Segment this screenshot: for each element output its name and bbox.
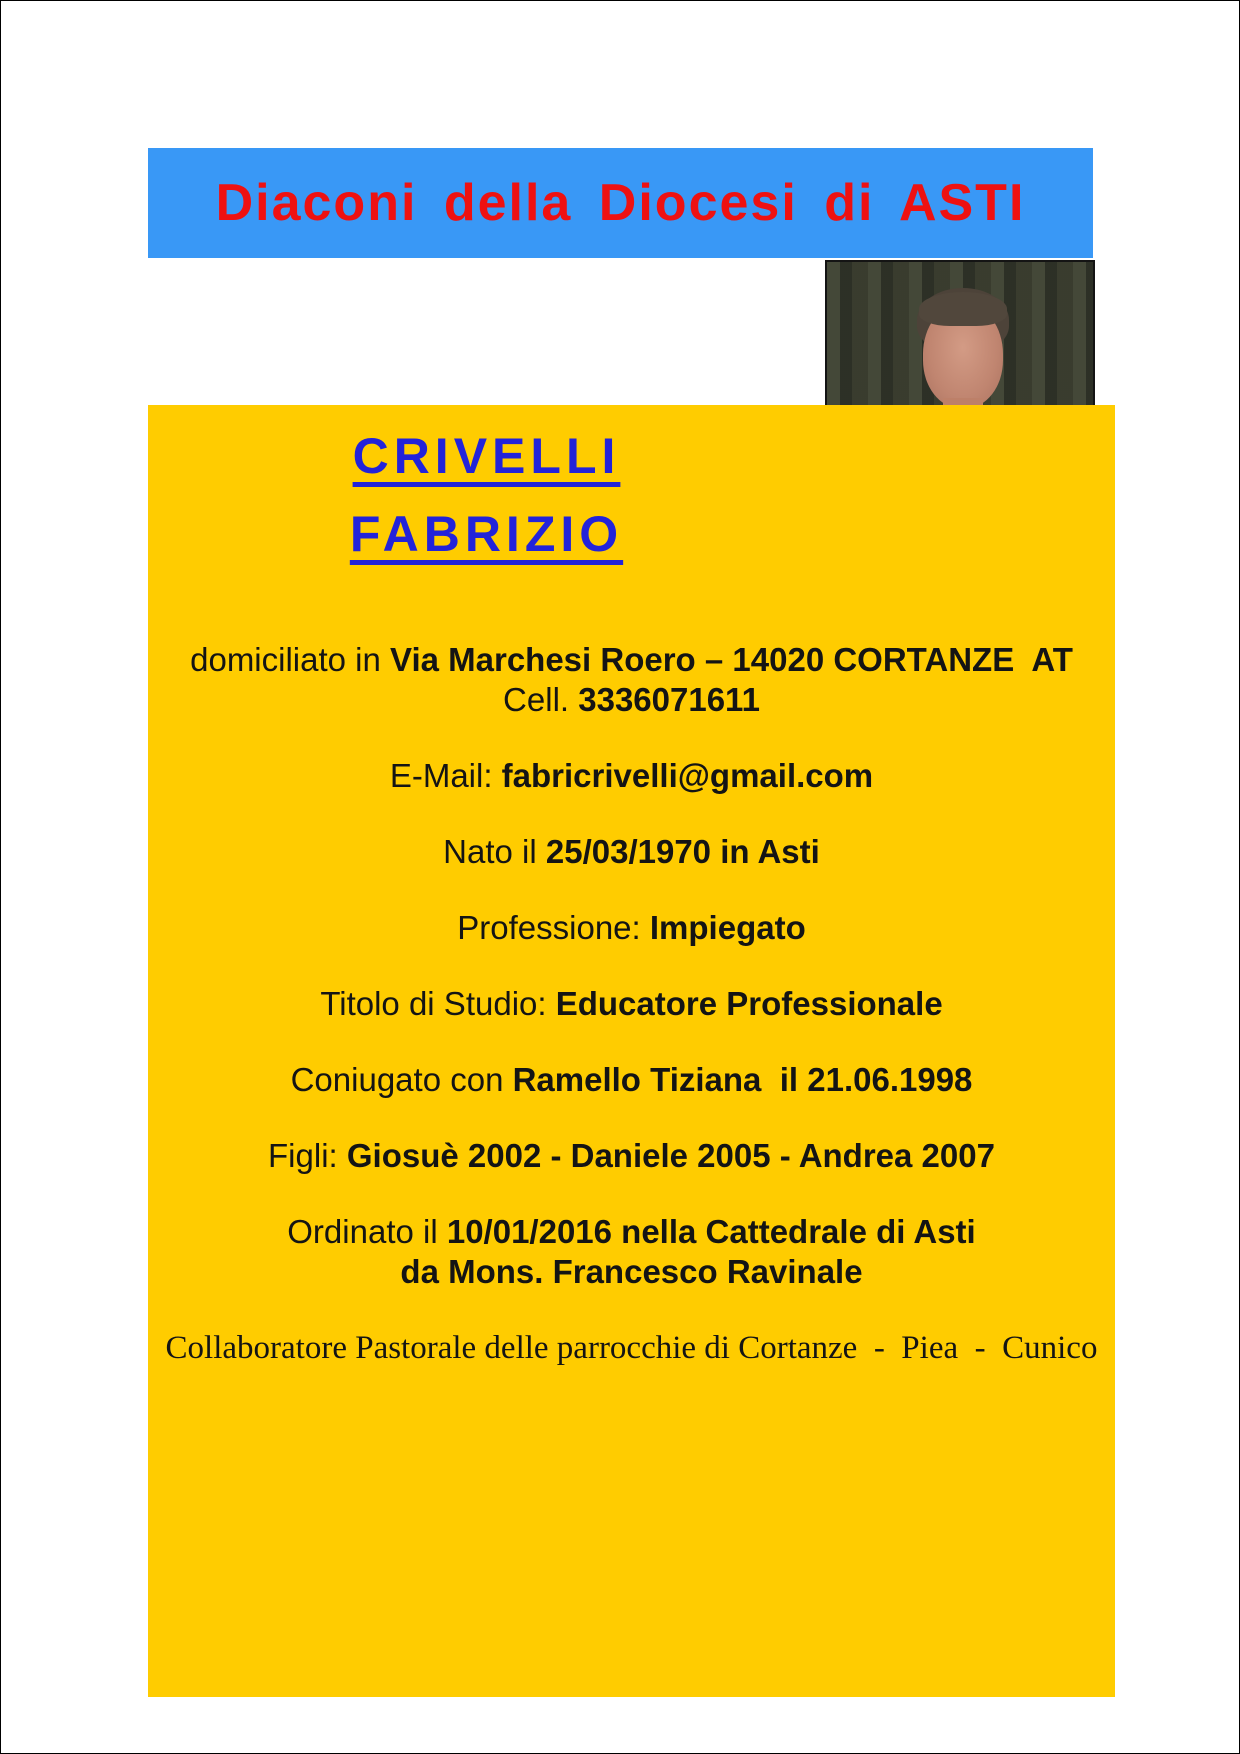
info-group [148,832,1115,872]
header-title: Diaconi della Diocesi di ASTI [215,174,1026,232]
info-group [148,908,1115,948]
portrait-fringe [919,292,1007,326]
info-group [148,1212,1115,1292]
info-group [148,640,1115,720]
info-group [148,984,1115,1024]
info-line: Cell. 3336071611 [503,681,760,718]
surname: CRIVELLI [352,428,621,484]
header-banner [148,148,1093,258]
name-block [148,427,825,583]
info-line: Professione: Impiegato [457,909,806,946]
info-line: E-Mail: fabricrivelli@gmail.com [389,757,874,794]
info-line: Titolo di Studio: Educatore Professionale [320,985,943,1022]
first-name: FABRIZIO [349,506,624,562]
info-group [148,1060,1115,1100]
info-line: domiciliato in Via Marchesi Roero – 14020 CORTANZE AT [190,641,1073,678]
pastoral-role-line: Collaboratore Pastorale delle parrocchie di Cortanze - Piea - Cunico [165,1330,1098,1366]
info-line: Ordinato il 10/01/2016 nella Cattedrale di Asti [287,1213,976,1250]
info-line: Nato il 25/03/1970 in Asti [443,833,820,870]
info-group [148,756,1115,796]
info-line: da Mons. Francesco Ravinale [400,1253,863,1290]
info-group [148,1136,1115,1176]
info-lines [148,640,1115,1368]
info-line: Figli: Giosuè 2002 - Daniele 2005 - Andrea 2007 [268,1137,995,1174]
info-line: Coniugato con Ramello Tiziana il 21.06.1998 [290,1061,973,1098]
